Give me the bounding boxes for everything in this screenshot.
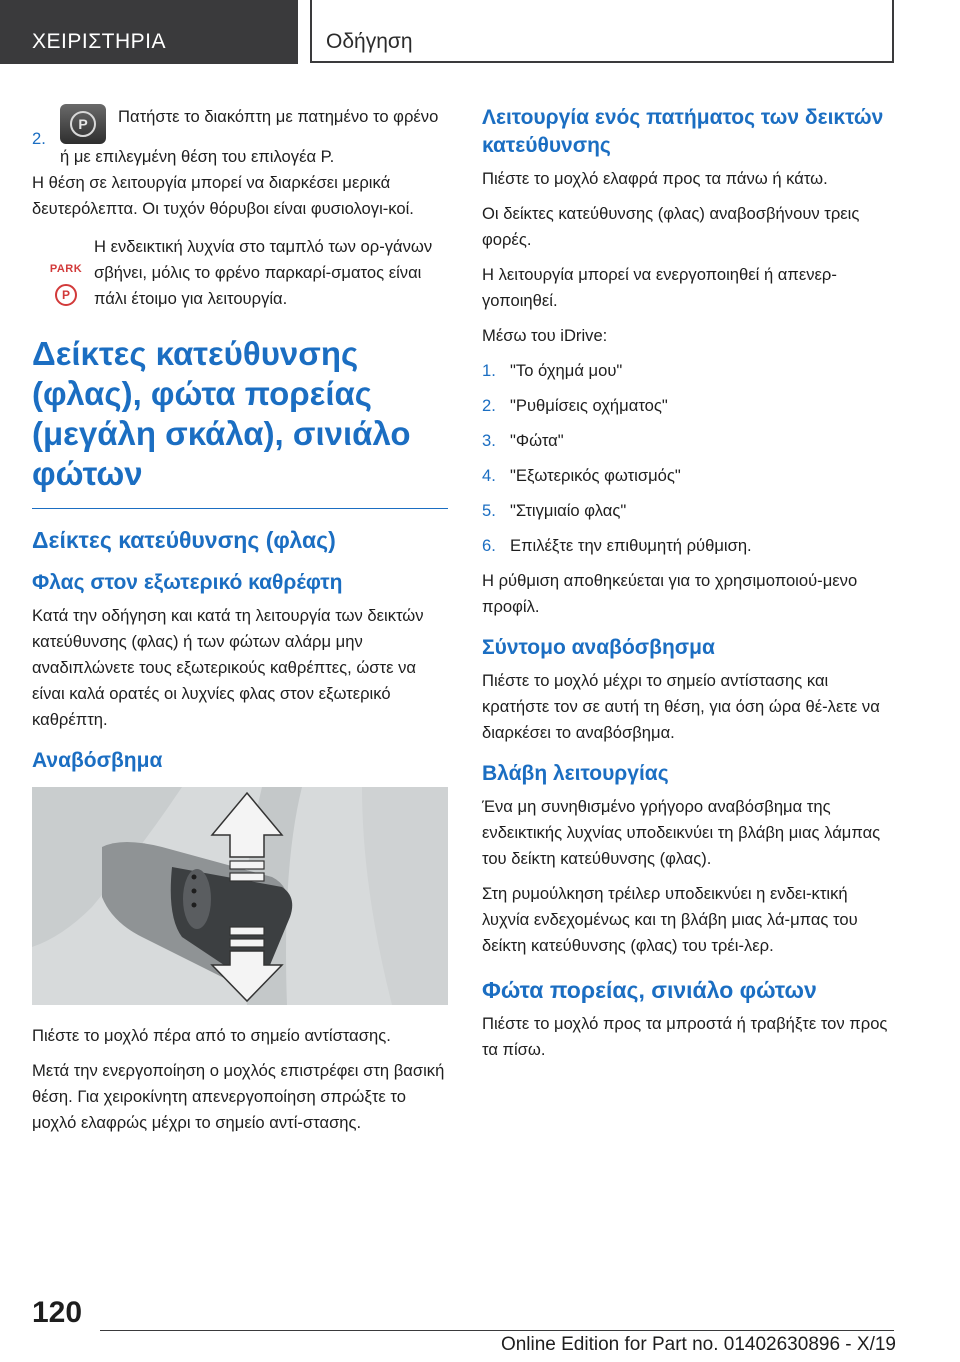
list-item — [482, 428, 894, 454]
paragraph: Μέσω του iDrive: — [482, 326, 608, 345]
section-tab — [0, 0, 298, 64]
step-item — [32, 104, 448, 170]
topic-heading: Λειτουργία ενός πατήματος των δεικτών κατεύθυνσης — [482, 106, 884, 157]
section-title: ΧΕΙΡΙΣΤΗΡΙΑ — [32, 30, 167, 53]
step-content — [60, 104, 448, 170]
list-text: "Το όχημά μου" — [510, 361, 623, 380]
topic-heading: Βλάβη λειτουργίας — [482, 762, 669, 785]
paragraph: Πιέστε το μοχλό μέχρι το σημείο αντίστασης και κρατήστε τον σε αυτή τη θέση, για όση ώρα θέ-λετε να διαρκέσει το αναβόσβημα. — [482, 671, 880, 742]
page-number: 120 — [32, 1296, 83, 1329]
paragraph: Οι δείκτες κατεύθυνσης (φλας) αναβοσβήνουν τρεις φορές. — [482, 204, 860, 249]
list-item — [482, 463, 894, 489]
lever-drawing — [32, 787, 448, 1005]
list-item — [482, 533, 894, 559]
paragraph: Μετά την ενεργοποίηση ο μοχλός επιστρέφει στη βασική θέση. Για χειροκίνητη απενεργοποίηση σπρώξτε το μοχλό ελαφρώς μέχρι το σημείο αντί-στασης. — [32, 1061, 445, 1132]
list-number: 4. — [482, 466, 496, 485]
list-number: 5. — [482, 501, 496, 520]
list-number: 1. — [482, 361, 496, 380]
list-text: "Ρυθμίσεις οχήματος" — [510, 396, 668, 415]
paragraph: Πιέστε το μοχλό προς τα μπροστά ή τραβήξτε τον προς τα πίσω. — [482, 1014, 888, 1059]
list-item — [482, 498, 894, 524]
paragraph: Ένα μη συνηθισμένο γρήγορο αναβόσβημα της ενδεικτικής λυχνίας υποδεικνύει τη βλάβη μιας λάμπας του δείκτη κατεύθυνσης (φλας). — [482, 797, 881, 868]
chapter-tab — [310, 0, 894, 63]
paragraph: Πιέστε το μοχλό πέρα από το σημείο αντίστασης. — [32, 1026, 391, 1045]
list-text: "Εξωτερικός φωτισμός" — [510, 466, 681, 485]
chapter-title: Οδήγηση — [326, 30, 413, 53]
turn-signal-lever-illustration — [32, 787, 448, 1005]
note-block — [32, 234, 448, 312]
section-heading: Δείκτες κατεύθυνσης (φλας), φώτα πορείας (μεγάλη σκάλα), σινιάλο φώτων — [32, 334, 448, 509]
paragraph: Η λειτουργία μπορεί να ενεργοποιηθεί ή απενερ-γοποιηθεί. — [482, 265, 837, 310]
list-text: "Φώτα" — [510, 431, 564, 450]
list-item — [482, 393, 894, 419]
list-text: Επιλέξτε την επιθυμητή ρύθμιση. — [510, 536, 752, 555]
parking-brake-button-icon — [60, 104, 106, 144]
left-column — [32, 104, 448, 1145]
park-warning-icon — [32, 234, 94, 312]
list-number: 6. — [482, 536, 496, 555]
topic-heading: Σύντομο αναβόσβησμα — [482, 636, 715, 659]
step-number: 2. — [32, 129, 46, 148]
subsection-heading: Φώτα πορείας, σινιάλο φώτων — [482, 977, 817, 1003]
list-number: 3. — [482, 431, 496, 450]
paragraph: Η θέση σε λειτουργία μπορεί να διαρκέσει μερικά δευτερόλεπτα. Οι τυχόν θόρυβοι είναι φυσιολογι-κοί. — [32, 173, 414, 218]
paragraph: Κατά την οδήγηση και κατά τη λειτουργία των δεικτών κατεύθυνσης (φλας) ή των φώτων αλάρμ μην αναδιπλώνετε τους εξωτερικούς καθρέπτες, ώστε να είναι καλά ορατές οι λυχνίες φλας στον εξωτερικό καθρέπτη. — [32, 606, 424, 729]
list-item — [482, 358, 894, 384]
list-number: 2. — [482, 396, 496, 415]
subsection-heading: Δείκτες κατεύθυνσης (φλας) — [32, 527, 336, 553]
right-column — [482, 104, 894, 1072]
paragraph: Πιέστε το μοχλό ελαφρά προς τα πάνω ή κάτω. — [482, 169, 828, 188]
note-text: Η ενδεικτική λυχνία στο ταμπλό των ορ-γάνων σβήνει, μόλις το φρένο παρκαρί-σματος είναι πάλι έτοιμο για λειτουργία. — [94, 237, 433, 308]
p-symbol: P — [70, 111, 96, 137]
park-label: PARK — [49, 263, 83, 275]
step-text: Πατήστε το διακόπτη με πατημένο το φρένο ή με επιλεγμένη θέση του επιλογέα P. — [60, 107, 439, 166]
topic-heading: Φλας στον εξωτερικό καθρέφτη — [32, 571, 343, 594]
topic-heading: Αναβόσβημα — [32, 749, 163, 772]
list-text: "Στιγμιαίο φλας" — [510, 501, 627, 520]
footer-divider — [100, 1330, 894, 1331]
park-p-symbol: P — [55, 284, 77, 306]
edition-note: Online Edition for Part no. 01402630896 - X/19 — [500, 1334, 896, 1355]
paragraph: Στη ρυμούλκηση τρέιλερ υποδεικνύει η ενδει-κτική λυχνία ενδεχομένως και τη βλάβη μιας λά-μπας του δείκτη κατεύθυνσης (φλας) του τρέι-λερ. — [482, 884, 858, 955]
paragraph: Η ρύθμιση αποθηκεύεται για το χρησιμοποιού-μενο προφίλ. — [482, 571, 858, 616]
